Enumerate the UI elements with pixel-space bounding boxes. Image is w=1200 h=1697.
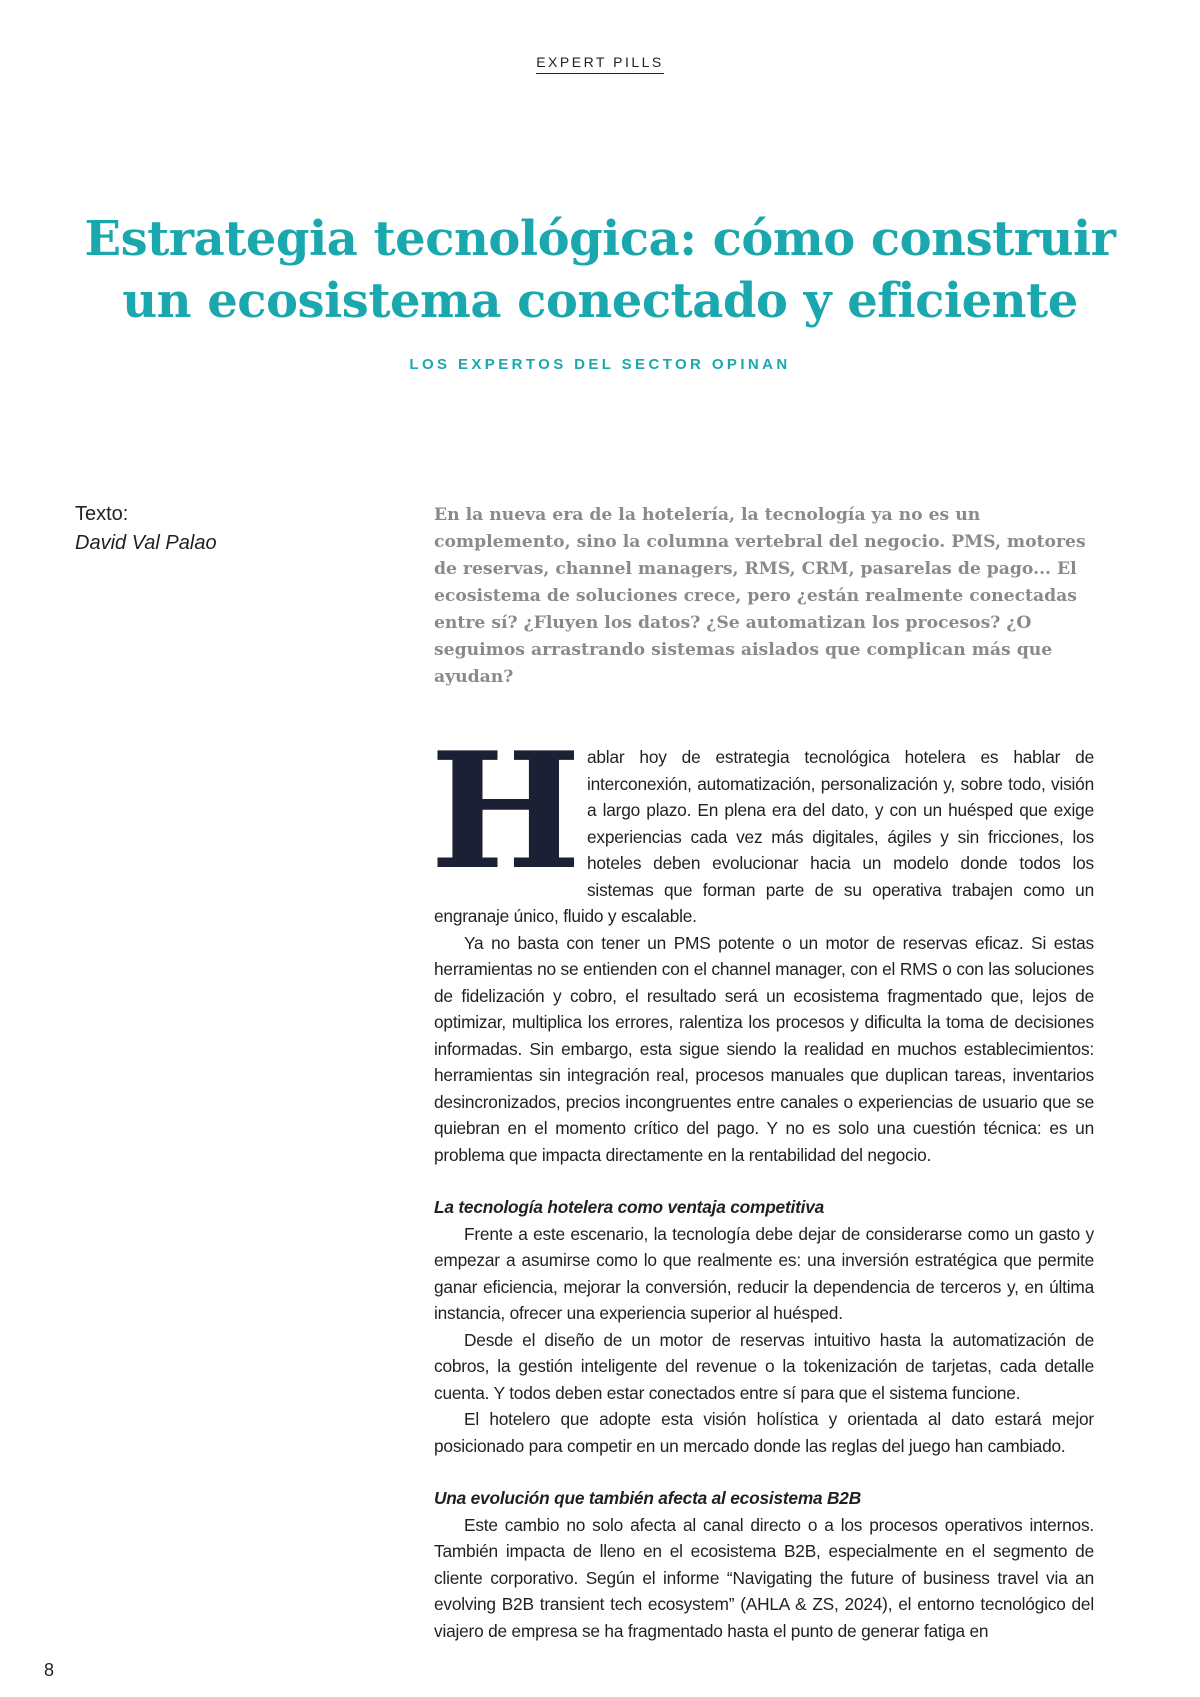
- body-paragraph-6: Este cambio no solo afecta al canal directo o a los procesos operativos internos. También impacta de lleno en el ecosistema B2B, especialmente en el segmento de cliente corporativo. Según el informe “Navigating the future of business travel via an evolving B2B transient tech ecosystem” (AHLA & ZS, 2024), el entorno tecnológico del viajero de empresa se ha fragmentado hasta el punto de generar fatiga en: [434, 1514, 1094, 1641]
- body-paragraph-4: Desde el diseño de un motor de reservas intuitivo hasta la automatización de cobros, la gestión inteligente del revenue o la tokenización de tarjetas, cada detalle cuenta. Y todos deben estar conectados entre sí para que el sistema funcione.: [434, 1329, 1094, 1403]
- body-paragraph-1-text: ablar hoy de estrategia tecnológica hotelera es hablar de interconexión, automatización, personalización y, sobre todo, visión a largo plazo. En plena era del dato, y con un huésped que exige experiencias cada vez más digitales, ágiles y sin fricciones, los hoteles deben evolucionar hacia un modelo donde todos los sistemas que forman parte de su operativa trabajen como un engranaje único, fluido y escalable.: [434, 747, 1094, 926]
- body-paragraph-1: [430, 717, 1094, 930]
- body-paragraph-2: Ya no basta con tener un PMS potente o un motor de reservas eficaz. Si estas herramientas no se entienden con el channel manager, con el RMS o con las soluciones de fidelización y cobro, el resultado será un ecosistema fragmentado que, lejos de optimizar, multiplica los errores, ralentiza los procesos y dificulta la toma de decisiones informadas. Sin embargo, esta sigue siendo la realidad en muchos establecimientos: herramientas sin integración real, procesos manuales que duplican tareas, inventarios desincronizados, precios incongruentes entre canales o experiencias de usuario que se quiebran en el momento crítico del pago. Y no es solo una cuestión técnica: es un problema que impacta directamente en la rentabilidad del negocio.: [434, 932, 1094, 1165]
- byline: [75, 500, 217, 558]
- section-heading-1: La tecnología hotelera como ventaja competitiva: [434, 1197, 825, 1217]
- body-paragraph-5: El hotelero que adopte esta visión holística y orientada al dato estará mejor posicionado para competir en un mercado donde las reglas del juego han cambiado.: [434, 1409, 1094, 1456]
- page-number: 8: [44, 1660, 55, 1680]
- drop-cap: H: [430, 717, 581, 905]
- section-heading-2: Una evolución que también afecta al ecosistema B2B: [434, 1488, 861, 1508]
- byline-label: Texto:: [75, 503, 129, 525]
- article-subtitle: LOS EXPERTOS DEL SECTOR OPINAN: [409, 356, 791, 373]
- article-body: [430, 717, 1094, 1644]
- body-paragraph-3: Frente a este escenario, la tecnología debe dejar de considerarse como un gasto y empezar a asumirse como lo que realmente es: una inversión estratégica que permite ganar eficiencia, mejorar la conversión, reducir la dependencia de terceros y, en última instancia, ofrecer una experiencia superior al huésped.: [434, 1223, 1094, 1323]
- article-title: Estrategia tecnológica: cómo construir un ecosistema conectado y eficiente: [84, 211, 1116, 329]
- section-label-text: EXPERT PILLS: [536, 54, 664, 74]
- byline-author: David Val Palao: [75, 532, 217, 554]
- section-label: [0, 54, 1200, 74]
- article-lede: En la nueva era de la hotelería, la tecnología ya no es un complemento, sino la columna vertebral del negocio. PMS, motores de reservas, channel managers, RMS, CRM, pasarelas de pago... El ecosistema de soluciones crece, pero ¿están realmente conectadas entre sí? ¿Fluyen los datos? ¿Se automatizan los procesos? ¿O seguimos arrastrando sistemas aislados que complican más que ayudan?: [434, 505, 1086, 687]
